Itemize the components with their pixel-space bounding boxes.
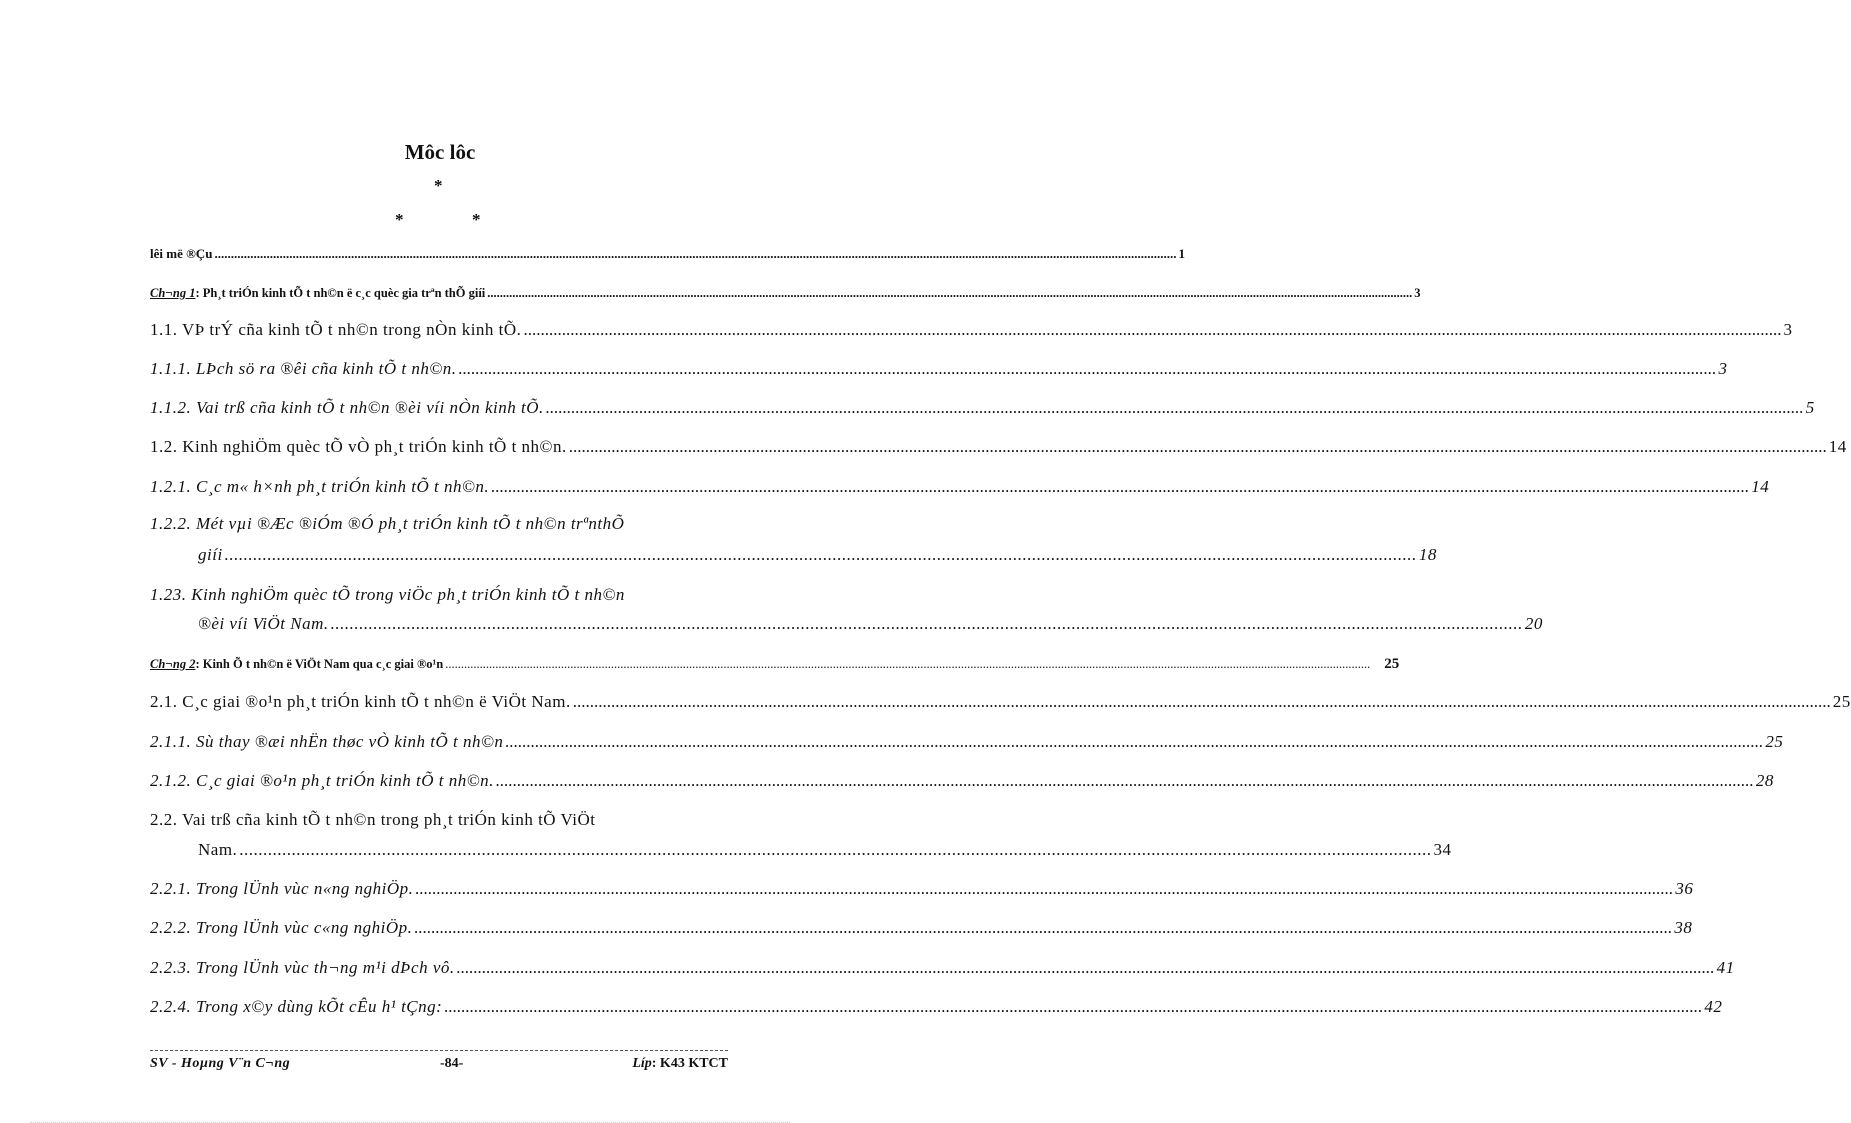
decorative-star-top: * bbox=[434, 176, 443, 195]
toc-entry-2-2[interactable]: 2.2. Vai trß cña kinh tÕ t nh©n trong ph¸t triÓn kinh tÕ ViÖt Nam. ..... 34 bbox=[150, 810, 726, 830]
toc-entry-1-1-1[interactable]: 1.1.1. LÞch sö ra ®êi cña kinh tÕ t nh©n. ..... 3 bbox=[150, 359, 726, 379]
dot-leader bbox=[225, 545, 1417, 565]
toc-entry-1-2[interactable]: 1.2. Kinh nghiÖm quèc tÕ vÒ ph¸t triÓn kinh tÕ t nh©n. ..... 14 bbox=[150, 437, 726, 457]
dot-leader bbox=[491, 477, 1749, 497]
dot-leader bbox=[569, 437, 1827, 457]
toc-entry-2-2-3[interactable]: 2.2.3. Trong lÜnh vùc th¬ng m¹i dÞch vô. ..... 41 bbox=[150, 958, 726, 978]
toc-entry-2-2-1[interactable]: 2.2.1. Trong lÜnh vùc n«ng nghiÖp. ..... 36 bbox=[150, 879, 726, 899]
toc-entry-1-2-1[interactable]: 1.2.1. C¸c m« h×nh ph¸t triÓn kinh tÕ t nh©n. ..... 14 bbox=[150, 477, 726, 497]
toc-entry-2-1[interactable]: 2.1. C¸c giai ®o¹n ph¸t triÓn kinh tÕ t nh©n ë ViÖt Nam. ..... 25 bbox=[150, 692, 726, 712]
toc-entry-1-1[interactable]: 1.1. VÞ trÝ cña kinh tÕ t nh©n trong nÒn kinh tÕ. ..... 3 bbox=[150, 320, 726, 340]
dot-leader bbox=[487, 286, 1412, 301]
dot-leader bbox=[546, 398, 1804, 418]
dot-leader bbox=[457, 958, 1715, 978]
dot-leader bbox=[523, 320, 1781, 340]
toc-entry-2-2-4[interactable]: 2.2.4. Trong x©y dùng kÕt cÊu h¹ tÇng: ..... 42 bbox=[150, 997, 726, 1017]
dot-leader bbox=[414, 918, 1672, 938]
decorative-star-left: * bbox=[395, 210, 404, 229]
toc-entry-1-2-2[interactable]: 1.2.2. Mét vµi ®Æc ®iÓm ®Ó ph¸t triÓn kinh tÕ t nh©n trªnthÕ giíi ..... 18 bbox=[150, 514, 726, 534]
dot-leader bbox=[573, 692, 1831, 712]
decorative-star-right: * bbox=[472, 210, 481, 229]
toc-entry-2-2-2[interactable]: 2.2.2. Trong lÜnh vùc c«ng nghiÖp. ..... 38 bbox=[150, 918, 726, 938]
footer-divider bbox=[150, 1050, 728, 1051]
footer-class: Líp: K43 KTCT bbox=[632, 1056, 728, 1071]
toc-entry-chapter-1[interactable]: Ch¬ng 1: Ph¸t triÓn kinh tÕ t nh©n ë c¸c quèc gia trªn thÕ giíi ..... 3 bbox=[150, 286, 726, 301]
page-title: Môc lôc bbox=[404, 140, 476, 164]
dot-leader bbox=[444, 997, 1702, 1017]
footer-page-number: -84- bbox=[440, 1056, 464, 1071]
footer-author: SV - Hoµng V¨n C¬ng bbox=[150, 1056, 291, 1071]
dot-leader bbox=[445, 657, 1370, 672]
dot-leader bbox=[239, 840, 1431, 860]
dot-leader bbox=[496, 771, 1754, 791]
dot-leader bbox=[459, 359, 1717, 379]
dot-leader bbox=[331, 614, 1523, 634]
toc-entry-2-1-1[interactable]: 2.1.1. Sù thay ®æi nhËn thøc vÒ kinh tÕ t nh©n ..... 25 bbox=[150, 732, 726, 752]
dot-leader bbox=[214, 246, 1176, 262]
toc-entry-chapter-2[interactable]: Ch¬ng 2: Kinh Õ t nh©n ë ViÖt Nam qua c¸c giai ®o¹n ..... 25 bbox=[150, 656, 726, 673]
dot-leader bbox=[415, 879, 1673, 899]
toc-entry-1-2-3[interactable]: 1.23. Kinh nghiÖm quèc tÕ trong viÖc ph¸t triÓn kinh tÕ t nh©n ®èi víi ViÖt Nam. ..... 20 bbox=[150, 585, 726, 605]
toc-entry-introduction[interactable]: lêi më ®Çu ..... 1 bbox=[150, 246, 726, 262]
dot-leader bbox=[505, 732, 1763, 752]
toc-entry-1-1-2[interactable]: 1.1.2. Vai trß cña kinh tÕ t nh©n ®èi víi nÒn kinh tÕ. ..... 5 bbox=[150, 398, 726, 418]
toc-entry-2-1-2[interactable]: 2.1.2. C¸c giai ®o¹n ph¸t triÓn kinh tÕ t nh©n. ..... 28 bbox=[150, 771, 726, 791]
